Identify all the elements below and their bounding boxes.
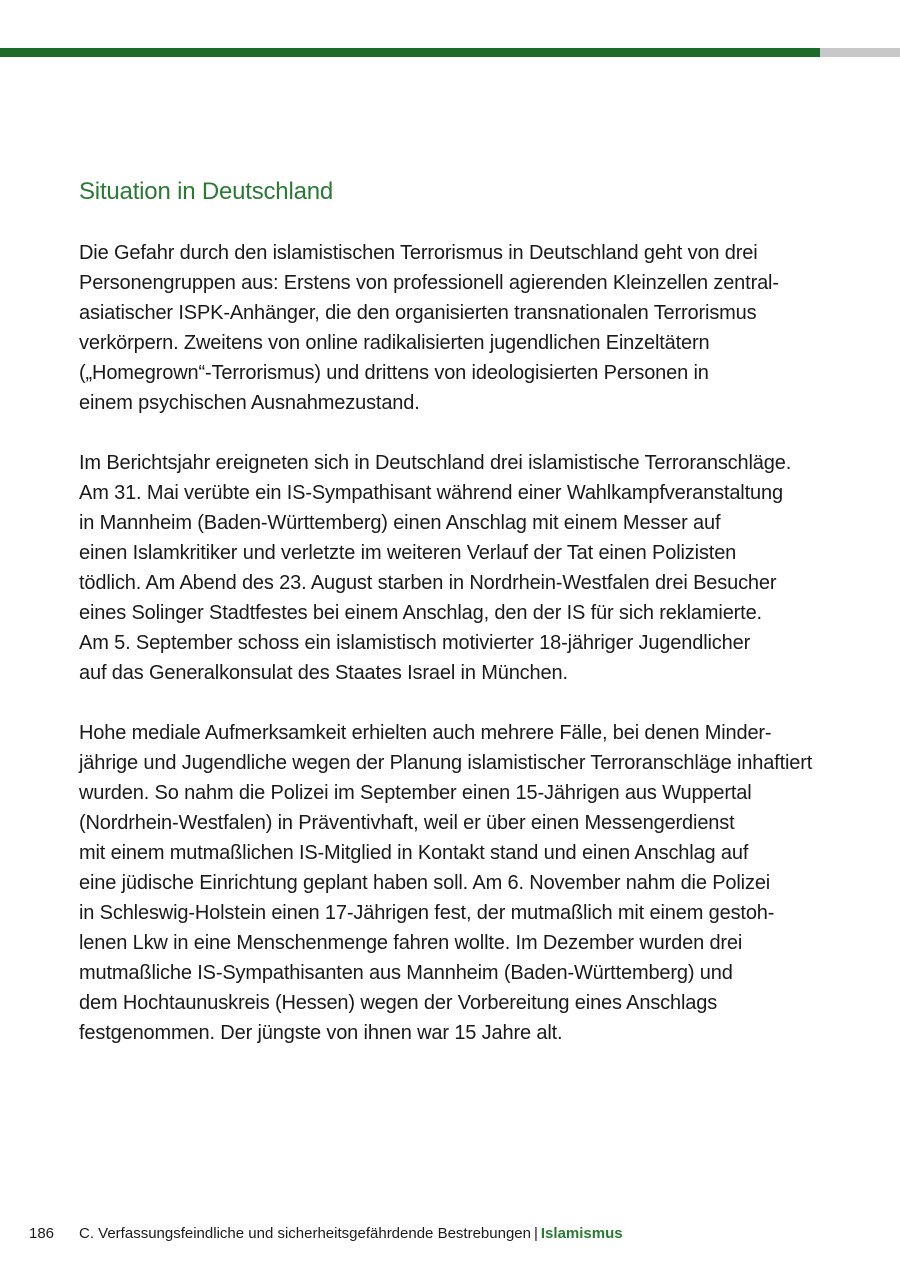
text-line: tödlich. Am Abend des 23. August starben in Nordrhein-Westfalen drei Besucher [79,572,777,594]
paragraph-1 [79,238,824,418]
text-line: in Mannheim (Baden-Württemberg) einen Anschlag mit einem Messer auf [79,512,721,534]
text-line: einem psychischen Ausnahmezustand. [79,392,420,414]
text-line: festgenommen. Der jüngste von ihnen war 15 Jahre alt. [79,1022,563,1044]
paragraph-3 [79,718,824,1048]
paragraph-2 [79,448,824,688]
text-line: dem Hochtaunuskreis (Hessen) wegen der Vorbereitung eines Anschlags [79,992,718,1014]
text-line: lenen Lkw in eine Menschenmenge fahren wollte. Im Dezember wurden drei [79,932,743,954]
text-line: mit einem mutmaßlichen IS-Mitglied in Kontakt stand und einen Anschlag auf [79,842,749,864]
footer-chapter: C. Verfassungsfeindliche und sicherheitsgefährdende Bestrebungen [79,1225,531,1242]
text-line: asiatischer ISPK-Anhänger, die den organisierten transnationalen Terrorismus [79,302,757,324]
text-line: in Schleswig-Holstein einen 17-Jährigen fest, der mutmaßlich mit einem gestoh- [79,902,775,924]
text-line: einen Islamkritiker und verletzte im weiteren Verlauf der Tat einen Polizisten [79,542,737,564]
text-line: verkörpern. Zweitens von online radikalisierten jugendlichen Einzeltätern [79,332,710,354]
text-line: eines Solinger Stadtfestes bei einem Anschlag, den der IS für sich reklamierte. [79,602,762,624]
header-bar-grey [820,48,900,57]
text-line: („Homegrown“-Terrorismus) und drittens von ideologisierten Personen in [79,362,709,384]
text-line: Am 5. September schoss ein islamistisch motivierter 18-jähriger Jugendlicher [79,632,751,654]
main-content [79,176,824,1078]
text-line: (Nordrhein-Westfalen) in Präventivhaft, weil er über einen Messengerdienst [79,812,735,834]
text-line: mutmaßliche IS-Sympathisanten aus Mannheim (Baden-Württemberg) und [79,962,733,984]
header-color-bar [0,48,900,57]
text-line: Die Gefahr durch den islamistischen Terrorismus in Deutschland geht von drei [79,242,758,264]
text-line: Personengruppen aus: Erstens von professionell agierenden Kleinzellen zentral- [79,272,779,294]
page-number: 186 [29,1225,55,1242]
text-line: Hohe mediale Aufmerksamkeit erhielten auch mehrere Fälle, bei denen Minder- [79,722,772,744]
text-line: wurden. So nahm die Polizei im September einen 15-Jährigen aus Wuppertal [79,782,752,804]
text-line: auf das Generalkonsulat des Staates Israel in München. [79,662,568,684]
text-line: Im Berichtsjahr ereigneten sich in Deutschland drei islamistische Terroranschläge. [79,452,792,474]
text-line: jährige und Jugendliche wegen der Planung islamistischer Terroranschläge inhaftiert [79,752,813,774]
footer-section: Islamismus [540,1225,623,1242]
footer-separator: | [533,1225,538,1242]
header-bar-green [0,48,820,57]
page-footer [29,1224,623,1244]
section-heading: Situation in Deutschland [79,178,334,205]
text-line: Am 31. Mai verübte ein IS-Sympathisant während einer Wahlkampfveranstaltung [79,482,783,504]
text-line: eine jüdische Einrichtung geplant haben soll. Am 6. November nahm die Polizei [79,872,771,894]
